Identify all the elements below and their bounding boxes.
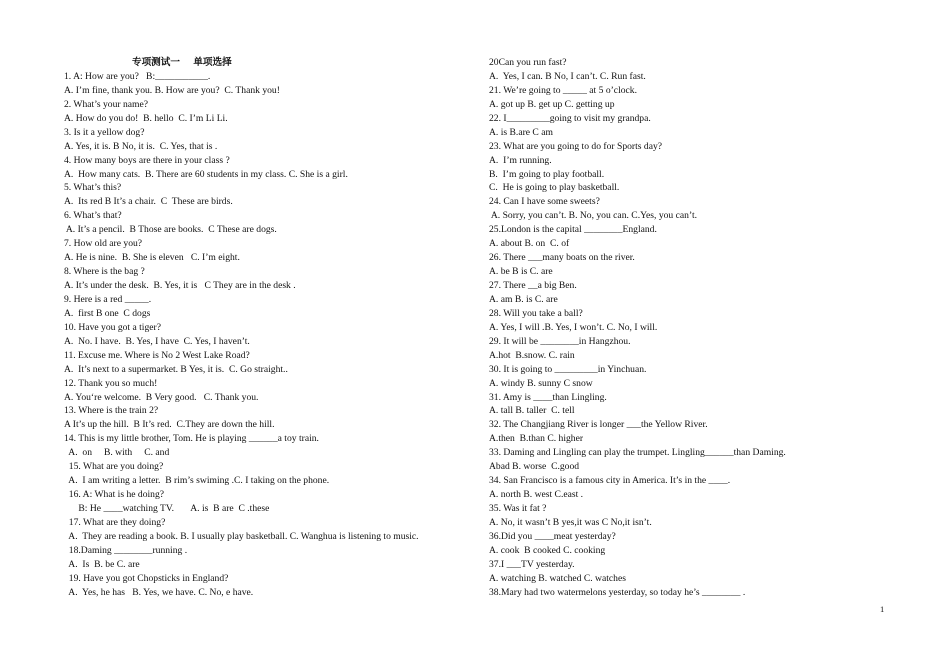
question-line: 18.Daming ________running . [64, 544, 188, 556]
question-line: 8. Where is the bag ? [64, 266, 145, 278]
question-line: B: He ____watching TV. A. is B are C .these [64, 503, 270, 514]
question-line: 17. What are they doing? [64, 516, 166, 528]
question-line: A. cook B cooked C. cooking [489, 544, 606, 556]
question-line: A. windy B. sunny C snow [489, 377, 593, 389]
question-line: 30. It is going to _________in Yinchuan. [489, 363, 647, 375]
question-line: 37.I ___TV yesterday. [489, 558, 575, 570]
question-line: A. Yes, he has B. Yes, we have. C. No, e have. [64, 586, 254, 598]
question-line: A. north B. west C.east . [489, 489, 584, 501]
question-line: 32. The Changjiang River is longer ___the Yellow River. [489, 419, 708, 431]
question-line: 38.Mary had two watermelons yesterday, so today he’s ________ . [489, 586, 746, 598]
question-line: 35. Was it fat ? [489, 503, 547, 514]
question-line: A. about B. on C. of [489, 238, 570, 250]
question-line: 19. Have you got Chopsticks in England? [64, 572, 229, 584]
question-line: Abad B. worse C.good [489, 461, 580, 473]
question-line: A. No, it wasn’t B yes,it was C No,it isn’t. [489, 516, 652, 528]
question-line: 33. Daming and Lingling can play the trumpet. Lingling______than Daming. [489, 447, 786, 459]
question-line: A. I’m running. [489, 154, 552, 166]
question-line: A. No. I have. B. Yes, I have C. Yes, I haven’t. [64, 335, 250, 347]
question-line: A It’s up the hill. B It’s red. C.They are down the hill. [64, 419, 275, 431]
question-line: 29. It will be ________in Hangzhou. [489, 335, 631, 347]
right-column [489, 56, 889, 600]
question-line: 26. There ___many boats on the river. [489, 252, 635, 264]
question-line: 20Can you run fast? [489, 57, 567, 68]
left-column [64, 56, 474, 600]
question-line: A. He is nine. B. She is eleven C. I’m eight. [64, 252, 240, 264]
question-line: 36.Did you ____meat yesterday? [489, 530, 616, 542]
question-line: 13. Where is the train 2? [64, 405, 159, 417]
question-line: 6. What’s that? [64, 210, 122, 222]
question-line: A. watching B. watched C. watches [489, 572, 626, 584]
question-line: A. Sorry, you can’t. B. No, you can. C.Yes, you can’t. [489, 210, 698, 222]
question-line: 10. Have you got a tiger? [64, 321, 161, 333]
question-line: A. They are reading a book. B. I usually play basketball. C. Wanghua is listening to music. [64, 530, 419, 542]
question-line: A. Yes, I can. B No, I can’t. C. Run fast. [489, 70, 646, 82]
question-line: B. I’m going to play football. [489, 168, 605, 180]
question-line: 4. How many boys are there in your class ? [64, 154, 230, 166]
question-line: 34. San Francisco is a famous city in America. It’s in the ____. [489, 475, 731, 487]
question-line: 22. I_________going to visit my grandpa. [489, 112, 651, 124]
question-line: A. be B is C. are [489, 266, 553, 278]
question-line: 3. Is it a yellow dog? [64, 126, 145, 138]
question-line: A. got up B. get up C. getting up [489, 98, 615, 110]
question-line: 24. Can I have some sweets? [489, 196, 600, 208]
question-line: A. It’s a pencil. B Those are books. C These are dogs. [64, 224, 277, 236]
question-line: A. first B one C dogs [64, 307, 151, 319]
question-line: A. Is B. be C. are [64, 558, 140, 570]
question-line: A.then B.than C. higher [489, 433, 584, 445]
question-line: A. I’m fine, thank you. B. How are you? C. Thank you! [64, 84, 280, 96]
question-line: A. You‘re welcome. B Very good. C. Thank you. [64, 391, 259, 403]
question-line: 23. What are you going to do for Sports day? [489, 140, 663, 152]
question-line: A. I am writing a letter. B rim’s swiming .C. I taking on the phone. [64, 475, 330, 487]
question-line: 12. Thank you so much! [64, 377, 158, 389]
question-line: A. on B. with C. and [64, 447, 170, 459]
question-line: 11. Excuse me. Where is No 2 West Lake Road? [64, 349, 250, 361]
question-line: 21. We’re going to _____ at 5 o’clock. [489, 84, 637, 96]
question-line: 16. A: What is he doing? [64, 489, 165, 501]
question-line: A. tall B. taller C. tell [489, 405, 575, 417]
question-line: 31. Amy is ____than Lingling. [489, 391, 607, 403]
question-line: A. is B.are C am [489, 126, 553, 138]
question-line: A. am B. is C. are [489, 293, 558, 305]
question-line: 7. How old are you? [64, 238, 143, 250]
question-line: C. He is going to play basketball. [489, 182, 620, 194]
question-line: A. Yes, it is. B No, it is. C. Yes, that is . [64, 140, 218, 152]
question-line: A. How many cats. B. There are 60 students in my class. C. She is a girl. [64, 168, 348, 180]
question-line: A. It’s under the desk. B. Yes, it is C They are in the desk . [64, 280, 296, 291]
question-line: 15. What are you doing? [64, 461, 164, 473]
question-line: 1. A: How are you? B:___________. [64, 70, 211, 82]
question-line: 25.London is the capital ________England. [489, 224, 657, 236]
page-title: 专项测试一 单项选择 [132, 57, 232, 68]
question-line: A. Yes, I will .B. Yes, I won’t. C. No, I will. [489, 321, 658, 333]
question-line: A. It’s next to a supermarket. B Yes, it is. C. Go straight.. [64, 363, 288, 375]
question-line: A. Its red B It’s a chair. C These are birds. [64, 196, 233, 208]
question-line: A. How do you do! B. hello C. I’m Li Li. [64, 112, 228, 124]
question-line: 14. This is my little brother, Tom. He is playing ______a toy train. [64, 433, 319, 445]
question-line: 2. What’s your name? [64, 98, 149, 110]
page-number: 1 [880, 604, 885, 614]
question-line: 28. Will you take a ball? [489, 307, 583, 319]
question-line: 5. What’s this? [64, 182, 122, 194]
question-line: A.hot B.snow. C. rain [489, 349, 575, 361]
question-line: 9. Here is a red _____. [64, 293, 152, 305]
question-line: 27. There __a big Ben. [489, 280, 577, 291]
